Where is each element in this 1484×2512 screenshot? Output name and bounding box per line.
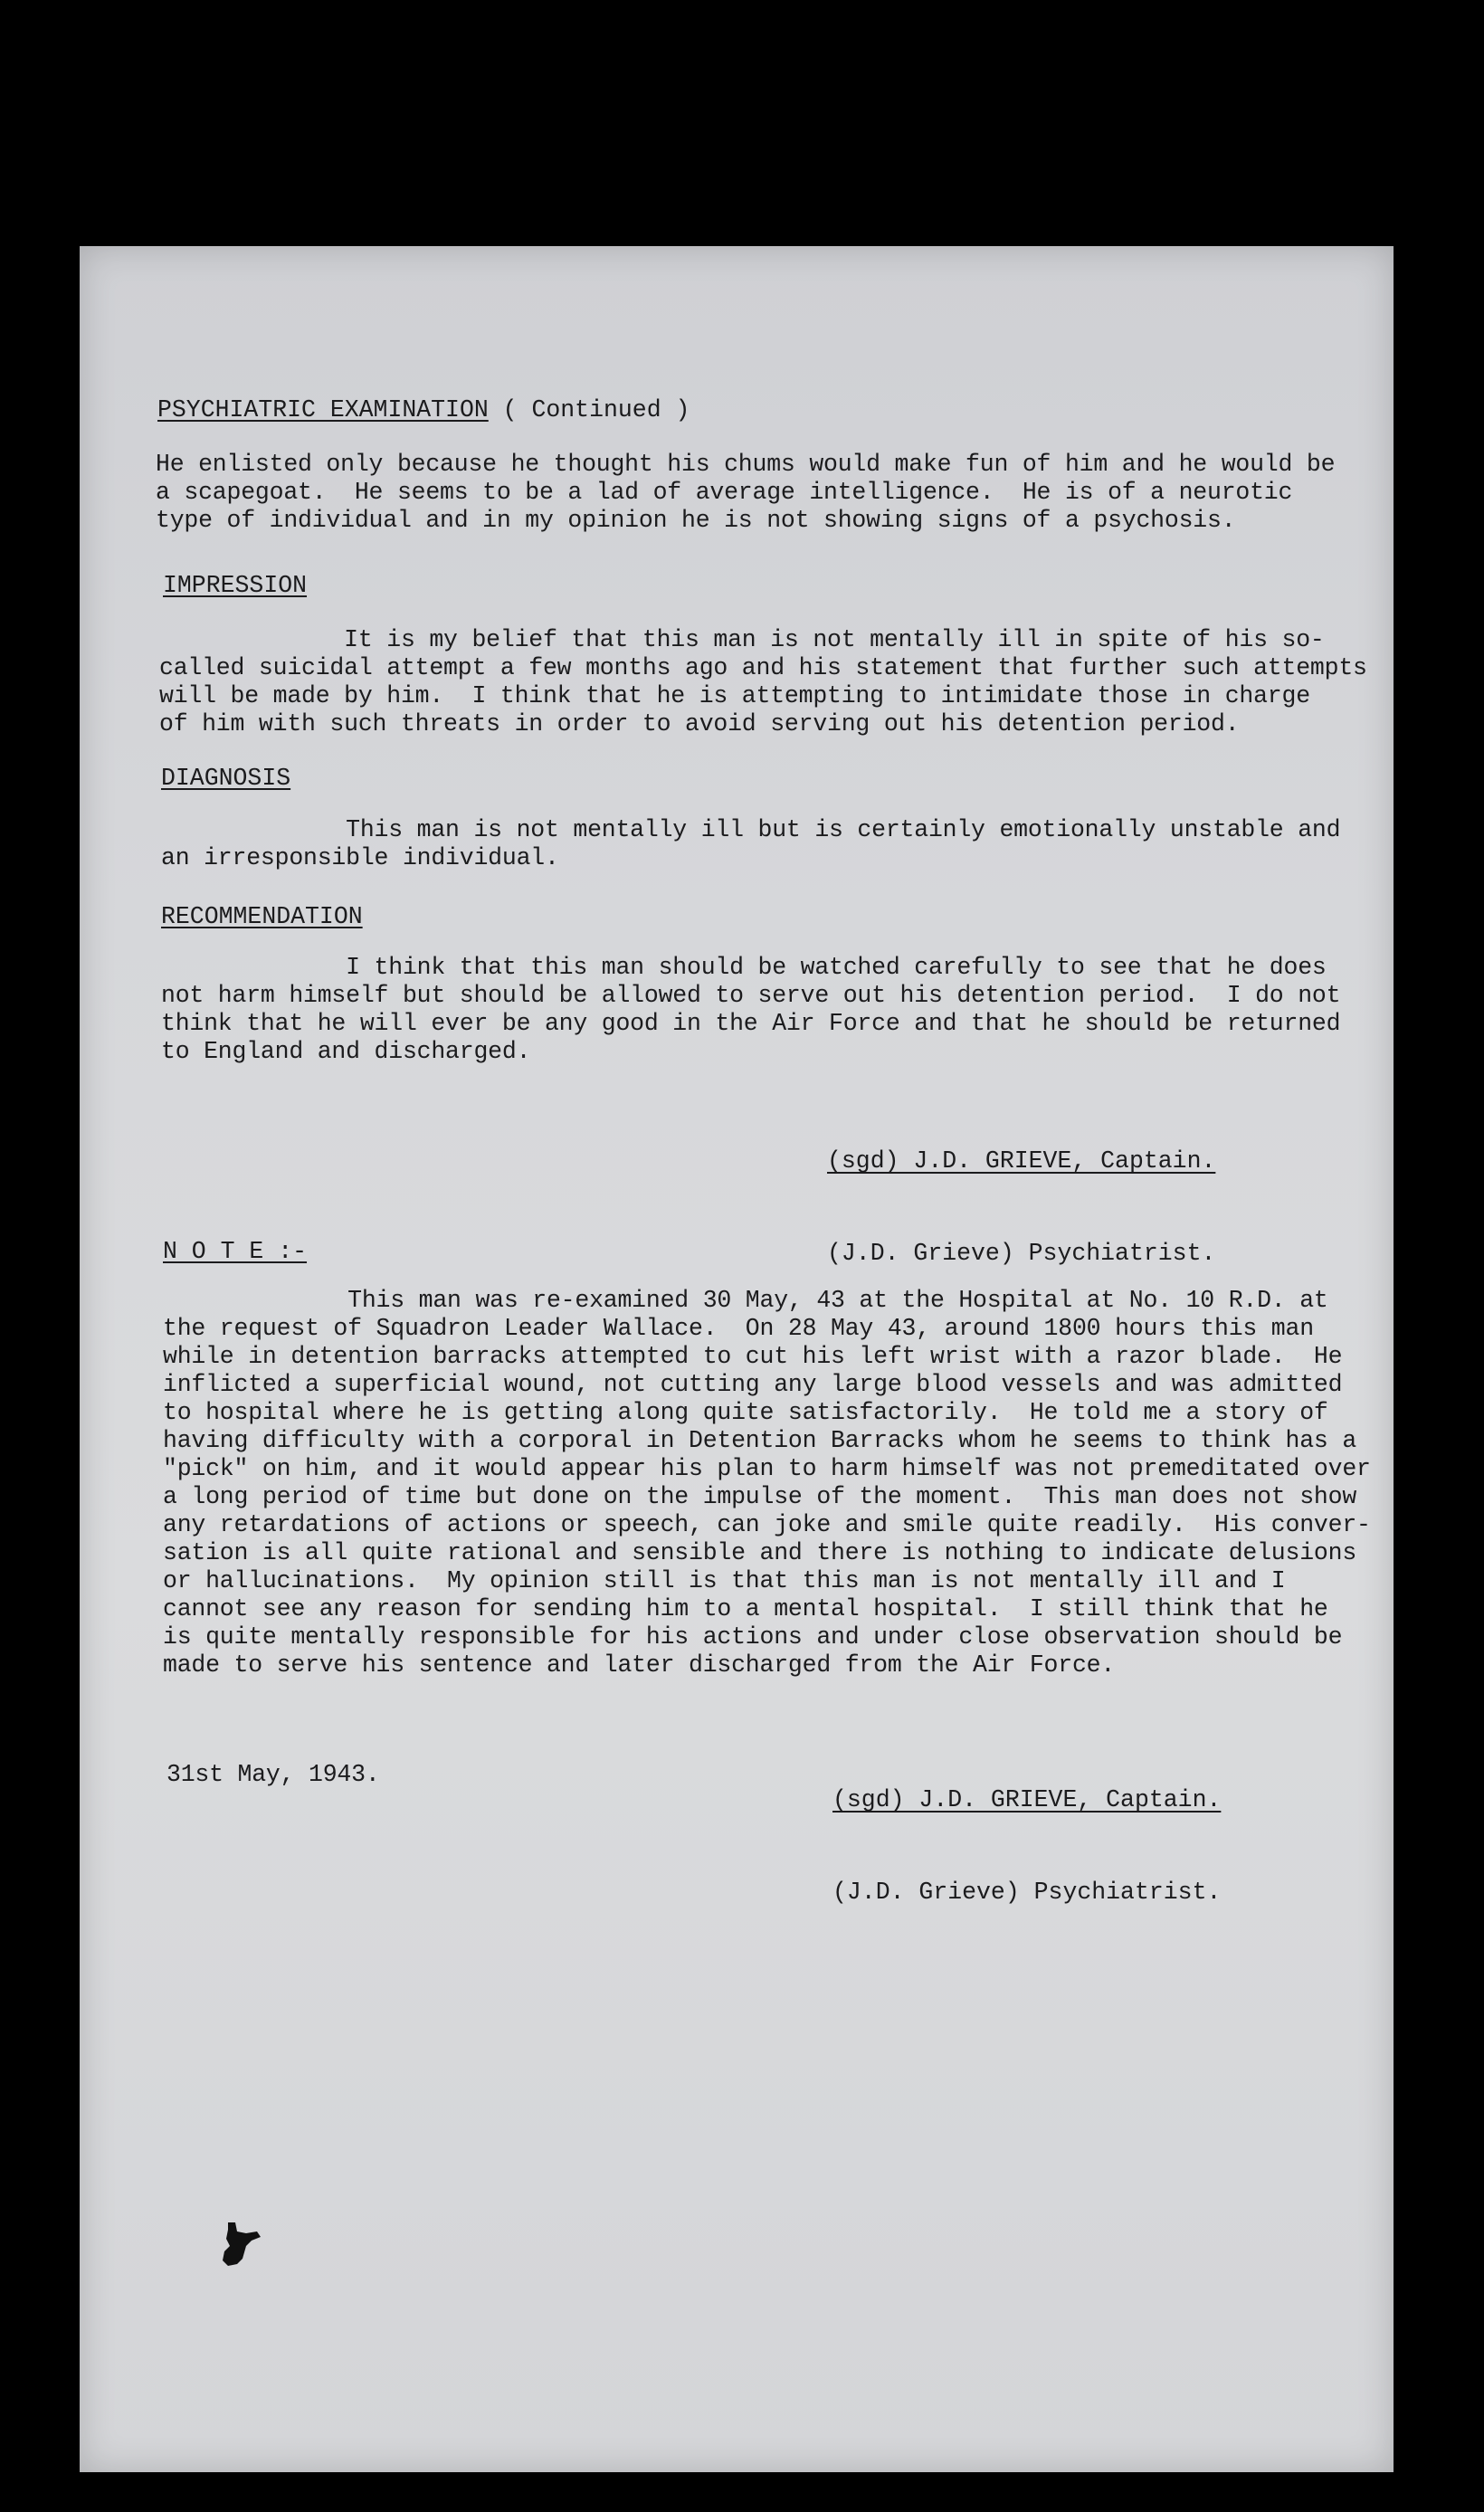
document-page <box>80 246 1394 2472</box>
note-line: inflicted a superficial wound, not cutting any large blood vessels and was admitted <box>163 1371 1343 1398</box>
intro-line: He enlisted only because he thought his chums would make fun of him and he would be <box>156 451 1336 478</box>
section-heading-note: N O T E :- <box>163 1238 308 1265</box>
note-line: is quite mentally responsible for his actions and under close observation should be <box>163 1623 1343 1651</box>
note-line: or hallucinations. My opinion still is that this man is not mentally ill and I <box>163 1567 1286 1594</box>
diagnosis-line: This man is not mentally ill but is certainly emotionally unstable and <box>161 816 1341 843</box>
note-line: made to serve his sentence and later discharged from the Air Force. <box>163 1651 1116 1679</box>
diagnosis-line: an irresponsible individual. <box>161 844 559 871</box>
signature-block-2 <box>832 1723 1221 1969</box>
note-line: a long period of time but done on the impulse of the moment. This man does not show <box>163 1483 1357 1510</box>
note-line: while in detention barracks attempted to cut his left wrist with a razor blade. He <box>163 1343 1343 1370</box>
impression-line: of him with such threats in order to avoid serving out his detention period. <box>159 710 1240 737</box>
recommendation-line: think that he will ever be any good in the Air Force and that he should be returned <box>161 1010 1341 1037</box>
intro-line: type of individual and in my opinion he is not showing signs of a psychosis. <box>156 507 1236 534</box>
signature-title: (J.D. Grieve) Psychiatrist. <box>827 1240 1216 1267</box>
heading-main: PSYCHIATRIC EXAMINATION <box>157 396 489 423</box>
impression-line: will be made by him. I think that he is attempting to intimidate those in charge <box>159 682 1310 709</box>
signature-line: (sgd) J.D. GRIEVE, Captain. <box>827 1147 1216 1175</box>
section-heading-diagnosis: DIAGNOSIS <box>161 765 291 792</box>
recommendation-line: I think that this man should be watched carefully to see that he does <box>161 954 1327 981</box>
document-date: 31st May, 1943. <box>166 1761 380 1788</box>
impression-line: It is my belief that this man is not mentally ill in spite of his so- <box>159 626 1325 653</box>
note-line: having difficulty with a corporal in Detention Barracks whom he seems to think has a <box>163 1427 1357 1454</box>
note-line: This man was re-examined 30 May, 43 at the Hospital at No. 10 R.D. at <box>163 1287 1328 1314</box>
signature-title: (J.D. Grieve) Psychiatrist. <box>832 1879 1222 1906</box>
note-line: any retardations of actions or speech, can joke and smile quite readily. His conver- <box>163 1511 1371 1538</box>
signature-line: (sgd) J.D. GRIEVE, Captain. <box>832 1786 1222 1813</box>
ink-blot-mark <box>215 2219 279 2282</box>
note-line: the request of Squadron Leader Wallace. On 28 May 43, around 1800 hours this man <box>163 1315 1314 1342</box>
recommendation-line: not harm himself but should be allowed to serve out his detention period. I do not <box>161 982 1341 1009</box>
section-heading-recommendation: RECOMMENDATION <box>161 903 363 930</box>
heading-continued: ( Continued ) <box>488 396 690 423</box>
section-heading-impression: IMPRESSION <box>163 572 308 599</box>
note-line: sation is all quite rational and sensible and there is nothing to indicate delusions <box>163 1539 1357 1566</box>
intro-line: a scapegoat. He seems to be a lad of average intelligence. He is of a neurotic <box>156 479 1293 506</box>
note-line: "pick" on him, and it would appear his plan to harm himself was not premeditated over <box>163 1455 1371 1482</box>
recommendation-line: to England and discharged. <box>161 1038 531 1065</box>
note-line: cannot see any reason for sending him to a mental hospital. I still think that he <box>163 1595 1328 1622</box>
section-heading-psychiatric-examination <box>157 396 690 424</box>
impression-line: called suicidal attempt a few months ago and his statement that further such attempts <box>159 654 1367 681</box>
note-line: to hospital where he is getting along quite satisfactorily. He told me a story of <box>163 1399 1328 1426</box>
